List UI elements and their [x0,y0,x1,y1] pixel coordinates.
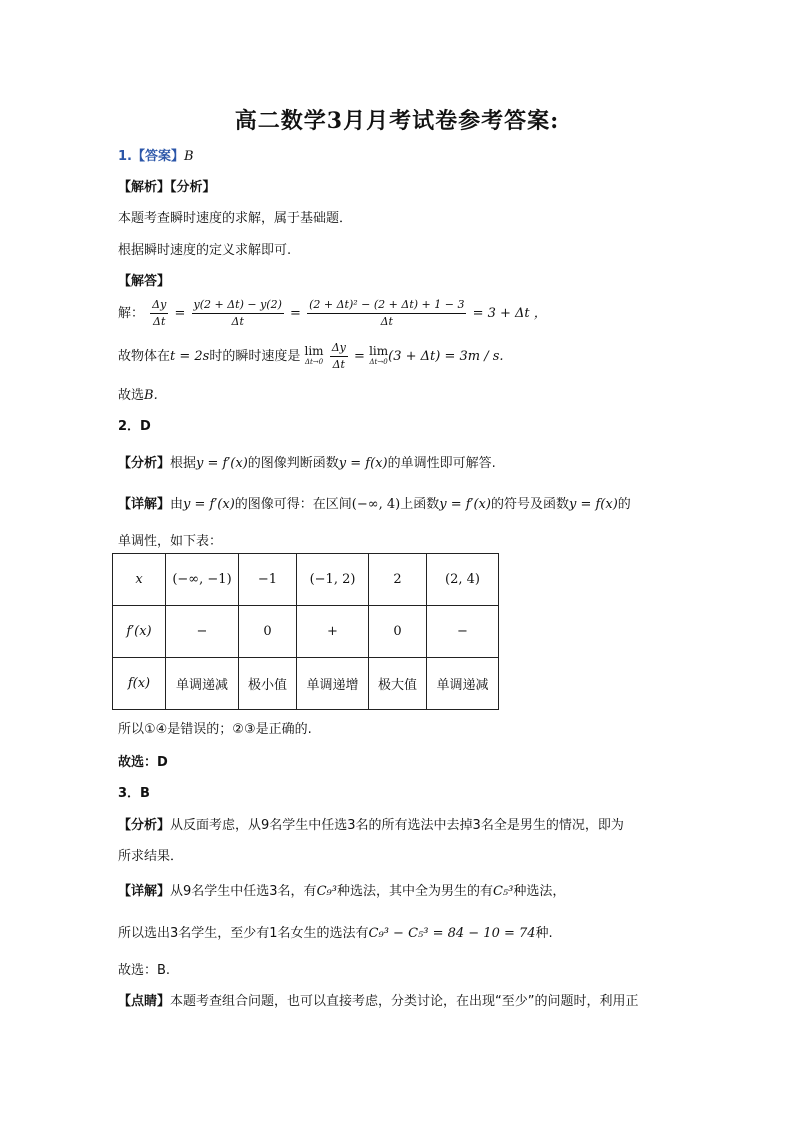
table-cell: 单调递减 [427,658,499,710]
q3-analysis-line1: 从反面考虑，从9名学生中任选3名的所有选法中去掉3名全是男生的情况，即为 [170,818,624,833]
q1-limit-fraction [330,341,348,372]
q3-comment-text: 本题考查组合问题，也可以直接考虑，分类讨论，在出现“至少”的问题时，利用正 [170,994,639,1009]
q3-result-text-a: 所以选出3名学生，至少有1名女生的选法有 [118,926,369,941]
table-cell: 0 [369,606,427,658]
q3-detail-text-a: 从9名学生中任选3名，有 [170,884,317,899]
q3-detail-text-c: 种选法， [513,884,566,899]
q2-detail-line2: 单调性，如下表： [118,534,223,549]
q1-limit-1-sub: Δt→0 [304,357,324,366]
q1-choose [118,384,158,403]
q1-conclusion-time: t = 2s [170,349,210,364]
table-cell: x [113,554,166,606]
table-cell: − [427,606,499,658]
q1-limit-fraction-num: Δy [330,341,348,357]
table-cell: (2, 4) [427,554,499,606]
q2-detail-math-c: y = f′(x) [439,497,491,512]
q3-detail-tag: 【详解】 [118,884,171,899]
q1-fraction-2-num: y(2 + Δt) − y(2) [192,298,284,314]
q2-analysis-math-b: y = f(x) [338,456,388,471]
table-cell: (−∞, −1) [166,554,239,606]
q2-header: 2．D [118,419,151,434]
table-cell: + [297,606,369,658]
q1-conclusion: 故物体在t = 2s时的瞬时速度是 lim Δt→0 $\frac{\Delta y}{\Delta t}$ = lim Δt→0 (3 + Δt) = 3m / s. [118,341,504,371]
q2-detail-math-b: (−∞, 4) [351,497,401,512]
q3-result-math: C₉³ − C₅³ = 84 − 10 = 74 [368,926,536,941]
q2-detail-text-b: 的图像可得：在区间 [234,497,352,512]
table-cell: − [166,606,239,658]
q2-detail-text-a: 由 [170,497,184,512]
q3-detail-text-b: 种选法，其中全为男生的有 [336,884,493,899]
table-cell: 2 [369,554,427,606]
q2-detail-text-e: 的 [617,497,631,512]
q3-analysis-line2: 所求结果． [118,849,184,864]
q1-answer-tag: 【答案】 [131,149,184,164]
q3-detail [118,880,565,899]
q1-fraction-2-den: Δt [231,315,244,328]
q1-fraction-3 [307,298,466,329]
q3-comment [118,990,639,1009]
table-cell: −1 [239,554,297,606]
table-cell: 极小值 [239,658,297,710]
q1-solve-tag: 【解答】 [118,274,171,289]
q2-analysis-text-b: 的图像判断函数 [247,456,339,471]
page-title: 高二数学3月月考试卷参考答案: [234,108,560,134]
q3-result [118,922,553,941]
q1-answer: B [184,149,194,164]
q1-fraction-3-den: Δt [380,315,393,328]
q1-answer-line [118,145,194,164]
table-cell: 单调递减 [166,658,239,710]
q1-analysis-tags: 【解析】【分析】 [118,180,216,195]
q1-fraction-1 [150,298,168,329]
q1-limit-2-word: lim [369,343,389,358]
q1-conclusion-text-a: 故物体在 [118,349,171,364]
table-cell: 极大值 [369,658,427,710]
q1-limit-2 [369,343,389,368]
q2-detail-tag: 【详解】 [118,497,171,512]
q2-detail [118,493,631,512]
q2-detail-text-d: 的符号及函数 [490,497,569,512]
q2-detail-text-c: 上函数 [400,497,440,512]
q1-limit-expression: (3 + Δt) = 3m / s. [388,349,504,364]
table-row [113,554,499,606]
q1-choose-label: 故选 [118,388,145,403]
table-cell: (−1, 2) [297,554,369,606]
q2-detail-math-a: y = f′(x) [183,497,235,512]
q1-limit-2-sub: Δt→0 [369,357,388,366]
q1-conclusion-text-b: 时的瞬时速度是 [209,349,301,364]
q1-analysis-line1: 本题考查瞬时速度的求解，属于基础题． [118,211,353,226]
q1-fraction-1-num: Δy [150,298,168,314]
q2-conclusion: 所以①④是错误的；②③是正确的. [118,722,312,737]
table-cell: f(x) [113,658,166,710]
q3-analysis-tag: 【分析】 [118,818,171,833]
q3-result-text-b: 种. [535,926,553,941]
q1-limit-1-word: lim [304,343,324,358]
table-row [113,606,499,658]
table-cell: 单调递增 [297,658,369,710]
q2-analysis [118,452,496,471]
q2-analysis-math-a: y = f′(x) [196,456,248,471]
q1-solve-prefix: 解： [118,306,145,321]
q3-detail-math-b: C₅³ [492,884,514,899]
table-cell: f′(x) [113,606,166,658]
q2-analysis-text-a: 根据 [170,456,197,471]
table-cell: 0 [239,606,297,658]
q1-fraction-1-den: Δt [153,315,166,328]
q2-detail-math-d: y = f(x) [568,497,618,512]
q3-comment-tag: 【点睛】 [118,994,171,1009]
q3-analysis [118,814,624,833]
q1-choose-value: B. [144,388,158,403]
q1-equation-result: = 3 + Δt ， [472,306,547,321]
q1-limit-1 [304,343,324,368]
q3-detail-math-a: C₉³ [316,884,337,899]
q2-analysis-tag: 【分析】 [118,456,171,471]
q1-equation: 解： $\frac{\Delta y}{\Delta t}$ = $\frac{y(2 + \Delta t) - y(2)}{\Delta t}$ = $\frac{\text{(2 + Δt)² − (2 + Δt) + 1 − 3}}{\Delta t}$ = 3 + Δt ， [118,298,547,328]
q1-fraction-2 [192,298,284,329]
table-row [113,658,499,710]
q1-limit-fraction-den: Δt [332,358,345,371]
q3-header: 3．B [118,786,150,801]
q1-analysis-line2: 根据瞬时速度的定义求解即可. [118,243,292,258]
q1-number: 1. [118,149,132,164]
q3-choose: 故选：B. [118,963,171,978]
q2-choose: 故选：D [118,755,168,770]
q2-analysis-text-c: 的单调性即可解答. [387,456,496,471]
q1-fraction-3-num: (2 + Δt)² − (2 + Δt) + 1 − 3 [307,298,466,314]
monotonicity-table [112,553,499,710]
